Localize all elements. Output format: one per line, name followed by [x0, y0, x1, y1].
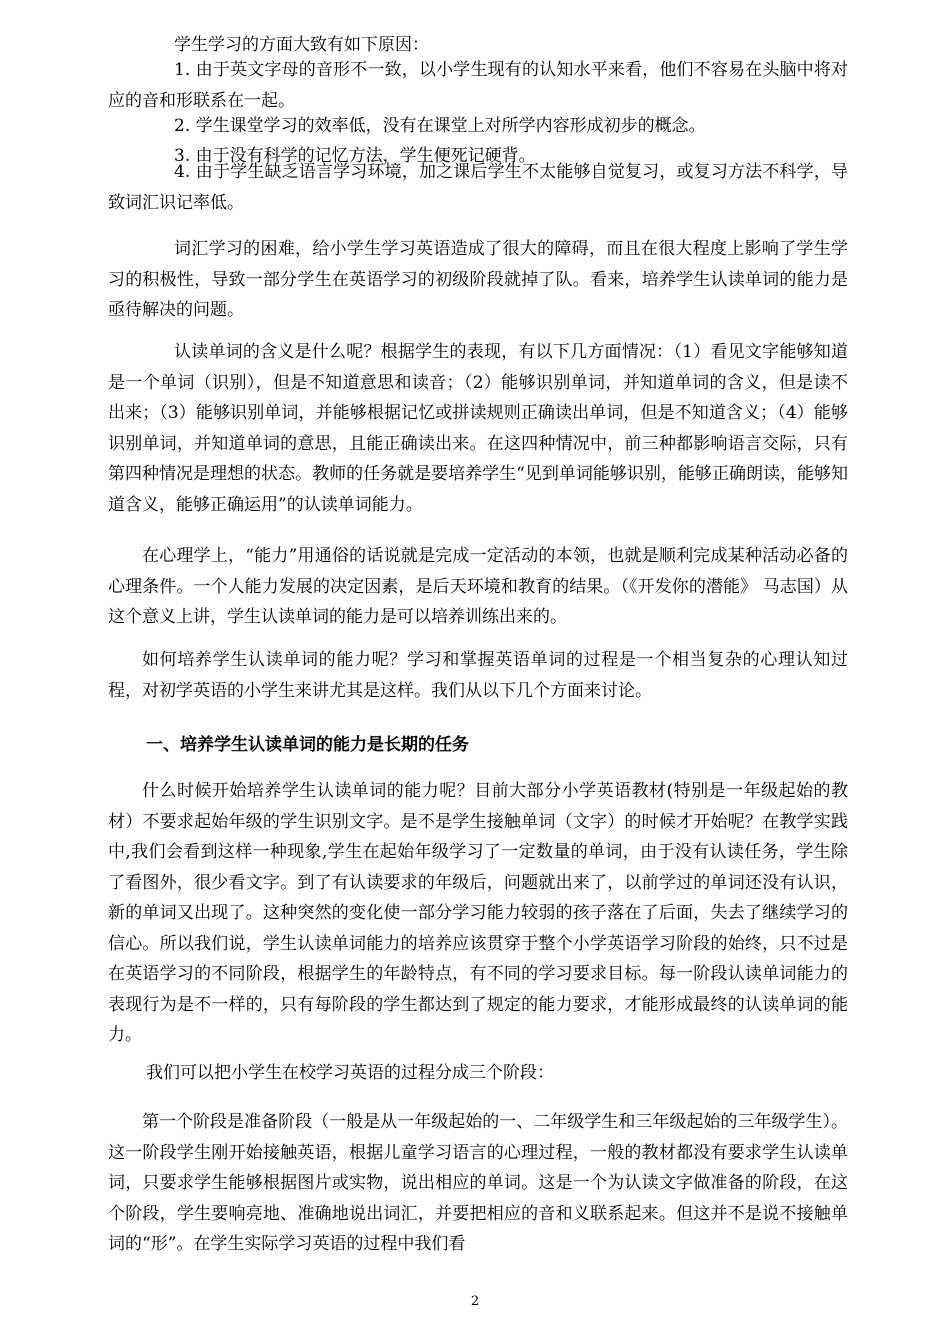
reason-item-3: 3. 由于没有科学的记忆方法，学生便死记硬背。	[174, 146, 536, 166]
paragraph-first-stage: 第一个阶段是准备阶段（一般是从一年级起始的一、二年级学生和三年级起始的三年级学生）。这一阶段学生刚开始接触英语，根据儿童学习语言的心理过程，一般的教材都没有要求学生认读单词，只要求学生能够根据图片或实物，说出相应的单词。这是一个为认读文字做准备的阶段，在这个阶段，学生要响亮地、准确地说出词汇，并要把相应的音和义联系起来。但这并不是说不接触单词的“形”。在学生实际学习英语的过程中我们看	[108, 1112, 848, 1254]
paragraph-reading-meaning: 认读单词的含义是什么呢？根据学生的表现，有以下几方面情况：（1）看见文字能够知道是一个单词（识别），但是不知道意思和读音；（2）能够识别单词，并知道单词的含义，但是读不出来；（3）能够识别单词，并能够根据记忆或拼读规则正确读出单词，但是不知道含义；（4）能够识别单词，并知道单词的意思，且能正确读出来。在这四种情况中，前三种都影响语言交际，只有第四种情况是理想的状态。教师的任务就是要培养学生“见到单词能够识别，能够正确朗读，能够知道含义，能够正确运用”的认读单词能力。	[108, 342, 848, 515]
reason-item-4: 4. 由于学生缺乏语言学习环境，加之课后学生不太能够自觉复习，或复习方法不科学，导致词汇识记率低。	[108, 162, 848, 213]
paragraph-how-to: 如何培养学生认读单词的能力呢？学习和掌握英语单词的过程是一个相当复杂的心理认知过程，对初学英语的小学生来讲尤其是这样。我们从以下几个方面来讨论。	[108, 650, 848, 701]
paragraph-psychology: 在心理学上，“能力”用通俗的话说就是完成一定活动的本领，也就是顺利完成某种活动必备的心理条件。一个人能力发展的决定因素，是后天环境和教育的结果。（《开发你的潜能》 马志国）从这个意义上讲，学生认读单词的能力是可以培养训练出来的。	[108, 546, 848, 627]
paragraph-three-stages: 我们可以把小学生在校学习英语的过程分成三个阶段：	[146, 1063, 554, 1083]
reason-item-1: 1. 由于英文字母的音形不一致，以小学生现有的认知水平来看，他们不容易在头脑中将对应的音和形联系在一起。	[108, 60, 848, 111]
reason-item-2: 2. 学生课堂学习的效率低，没有在课堂上对所学内容形成初步的概念。	[174, 116, 706, 136]
paragraph-long-term: 什么时候开始培养学生认读单词的能力呢？目前大部分小学英语教材(特别是一年级起始的教材）不要求起始年级的学生识别文字。是不是学生接触单词（文字）的时候才开始呢？在教学实践中,我们会看到这样一种现象,学生在起始年级学习了一定数量的单词，由于没有认读任务，学生除了看图外，很少看文字。到了有认读要求的年级后，问题就出来了，以前学过的单词还没有认识，新的单词又出现了。这种突然的变化使一部分学习能力较弱的孩子落在了后面，失去了继续学习的信心。所以我们说，学生认读单词能力的培养应该贯穿于整个小学英语学习阶段的始终，只不过是在英语学习的不同阶段，根据学生的年龄特点，有不同的学习要求目标。每一阶段认读单词能力的表现行为是不一样的，只有每阶段的学生都达到了规定的能力要求，才能形成最终的认读单词的能力。	[108, 781, 848, 1045]
page-number: 2	[470, 1294, 480, 1309]
paragraph-vocab-difficulty: 词汇学习的困难，给小学生学习英语造成了很大的障碍，而且在很大程度上影响了学生学习的积极性，导致一部分学生在英语学习的初级阶段就掉了队。看来，培养学生认读单词的能力是亟待解决的问题。	[108, 239, 848, 320]
intro-line: 学生学习的方面大致有如下原因：	[174, 35, 429, 55]
section-heading: 一、培养学生认读单词的能力是长期的任务	[146, 735, 469, 755]
